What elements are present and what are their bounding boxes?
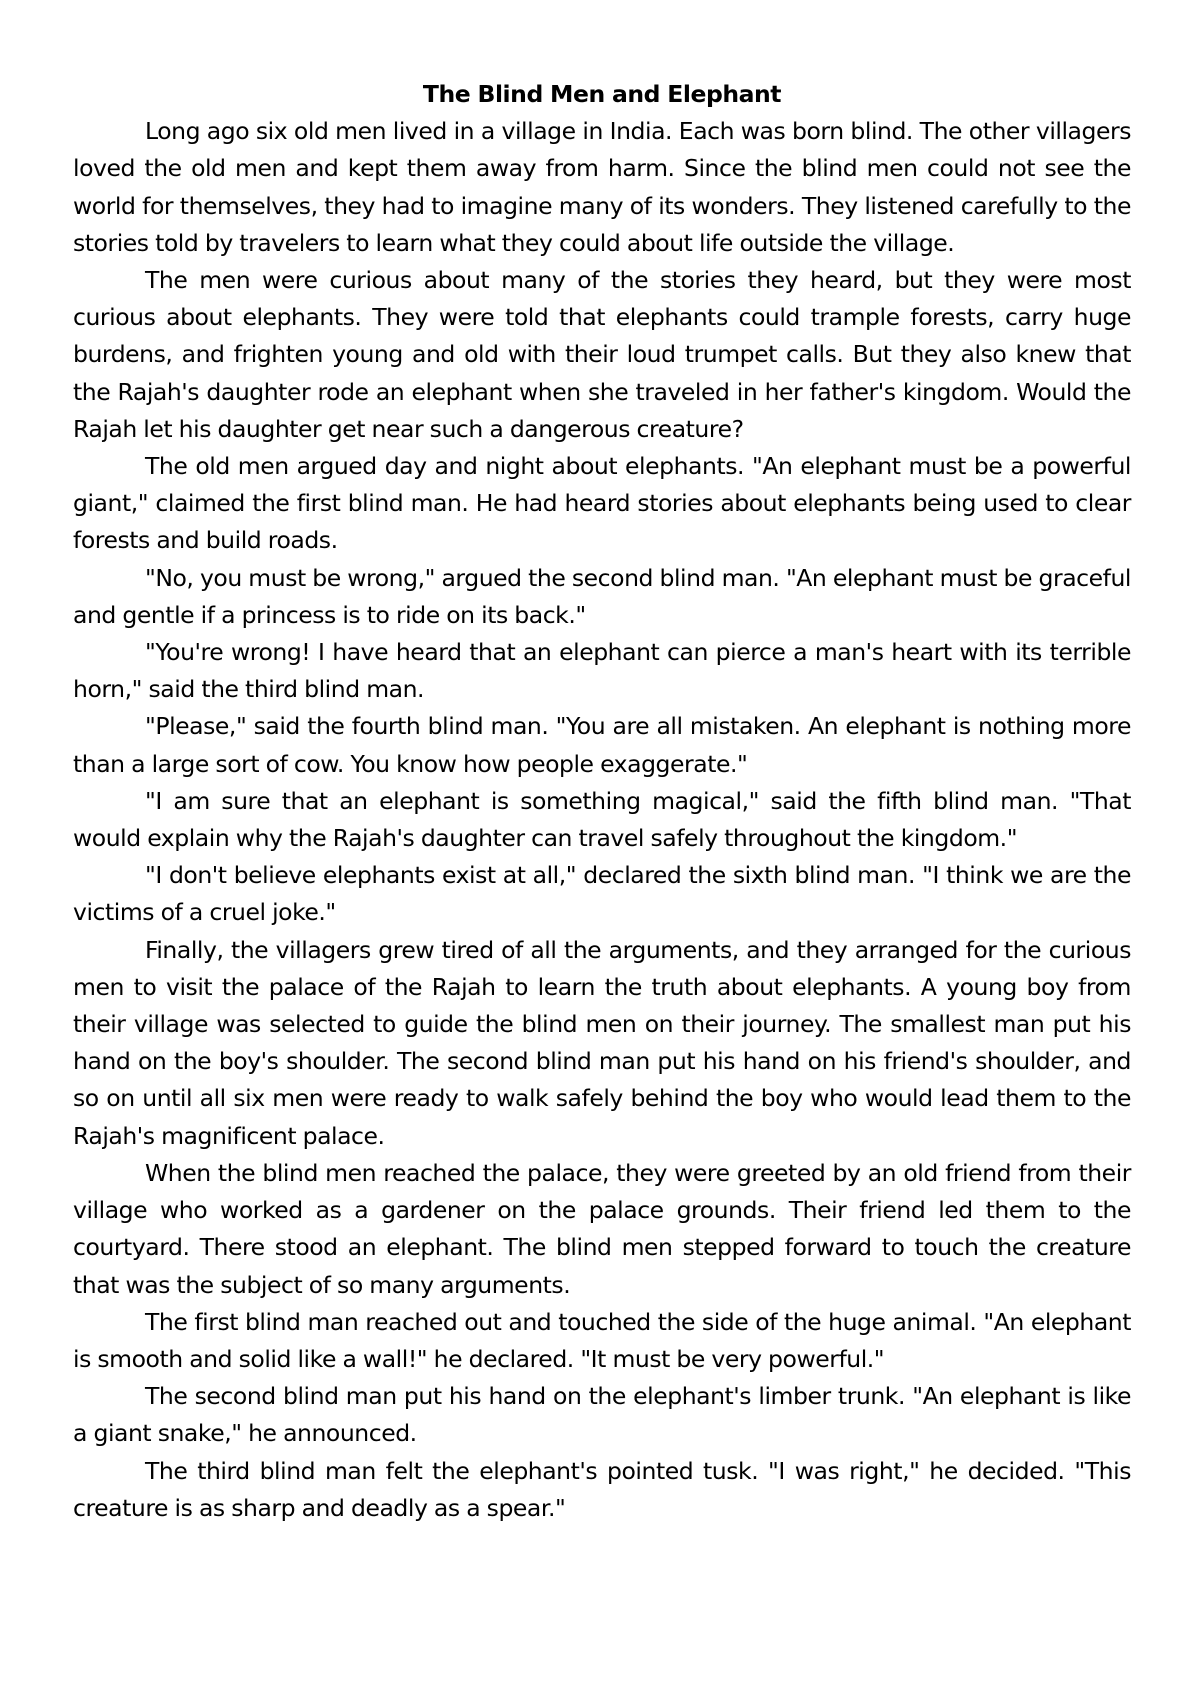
paragraph: The third blind man felt the elephant's pointed tusk. "I was right," he decided. "This creature is as sharp and deadly as a spear." <box>73 1456 1131 1522</box>
paragraph: When the blind men reached the palace, they were greeted by an old friend from their village who worked as a gardener on the palace grounds. Their friend led them to the courtyard. There stood an elephant. The blind men stepped forward to touch the creature that was the subject of so many arguments. <box>73 1158 1131 1299</box>
paragraph: The first blind man reached out and touched the side of the huge animal. "An elephant is smooth and solid like a wall!" he declared. "It must be very powerful." <box>73 1307 1131 1373</box>
paragraph: Finally, the villagers grew tired of all the arguments, and they arranged for the curious men to visit the palace of the Rajah to learn the truth about elephants. A young boy from their village was selected to guide the blind men on their journey. The smallest man put his hand on the boy's shoulder. The second blind man put his hand on his friend's shoulder, and so on until all six men were ready to walk safely behind the boy who would lead them to the Rajah's magnificent palace. <box>73 935 1131 1150</box>
document-title: The Blind Men and Elephant <box>422 80 782 108</box>
paragraph: The second blind man put his hand on the elephant's limber trunk. "An elephant is like a giant snake," he announced. <box>73 1382 1131 1448</box>
document-page <box>73 76 1131 1527</box>
paragraph: The men were curious about many of the stories they heard, but they were most curious about elephants. They were told that elephants could trample forests, carry huge burdens, and frighten young and old with their loud trumpet calls. But they also knew that the Rajah's daughter rode an elephant when she traveled in her father's kingdom. Would the Rajah let his daughter get near such a dangerous creature? <box>73 266 1131 443</box>
paragraph: "Please," said the fourth blind man. "You are all mistaken. An elephant is nothing more than a large sort of cow. You know how people exaggerate." <box>73 712 1131 778</box>
paragraph: "No, you must be wrong," argued the second blind man. "An elephant must be graceful and gentle if a princess is to ride on its back." <box>73 563 1131 629</box>
paragraph: "I am sure that an elephant is something magical," said the fifth blind man. "That would explain why the Rajah's daughter can travel safely throughout the kingdom." <box>73 786 1131 853</box>
paragraph: "I don't believe elephants exist at all," declared the sixth blind man. "I think we are the victims of a cruel joke." <box>73 861 1131 927</box>
paragraph: The old men argued day and night about elephants. "An elephant must be a powerful giant," claimed the first blind man. He had heard stories about elephants being used to clear forests and build roads. <box>73 452 1131 555</box>
paragraph: Long ago six old men lived in a village in India. Each was born blind. The other villagers loved the old men and kept them away from harm. Since the blind men could not see the world for themselves, they had to imagine many of its wonders. They listened carefully to the stories told by travelers to learn what they could about life outside the village. <box>73 117 1131 257</box>
paragraph: "You're wrong! I have heard that an elephant can pierce a man's heart with its terrible horn," said the third blind man. <box>73 638 1131 704</box>
